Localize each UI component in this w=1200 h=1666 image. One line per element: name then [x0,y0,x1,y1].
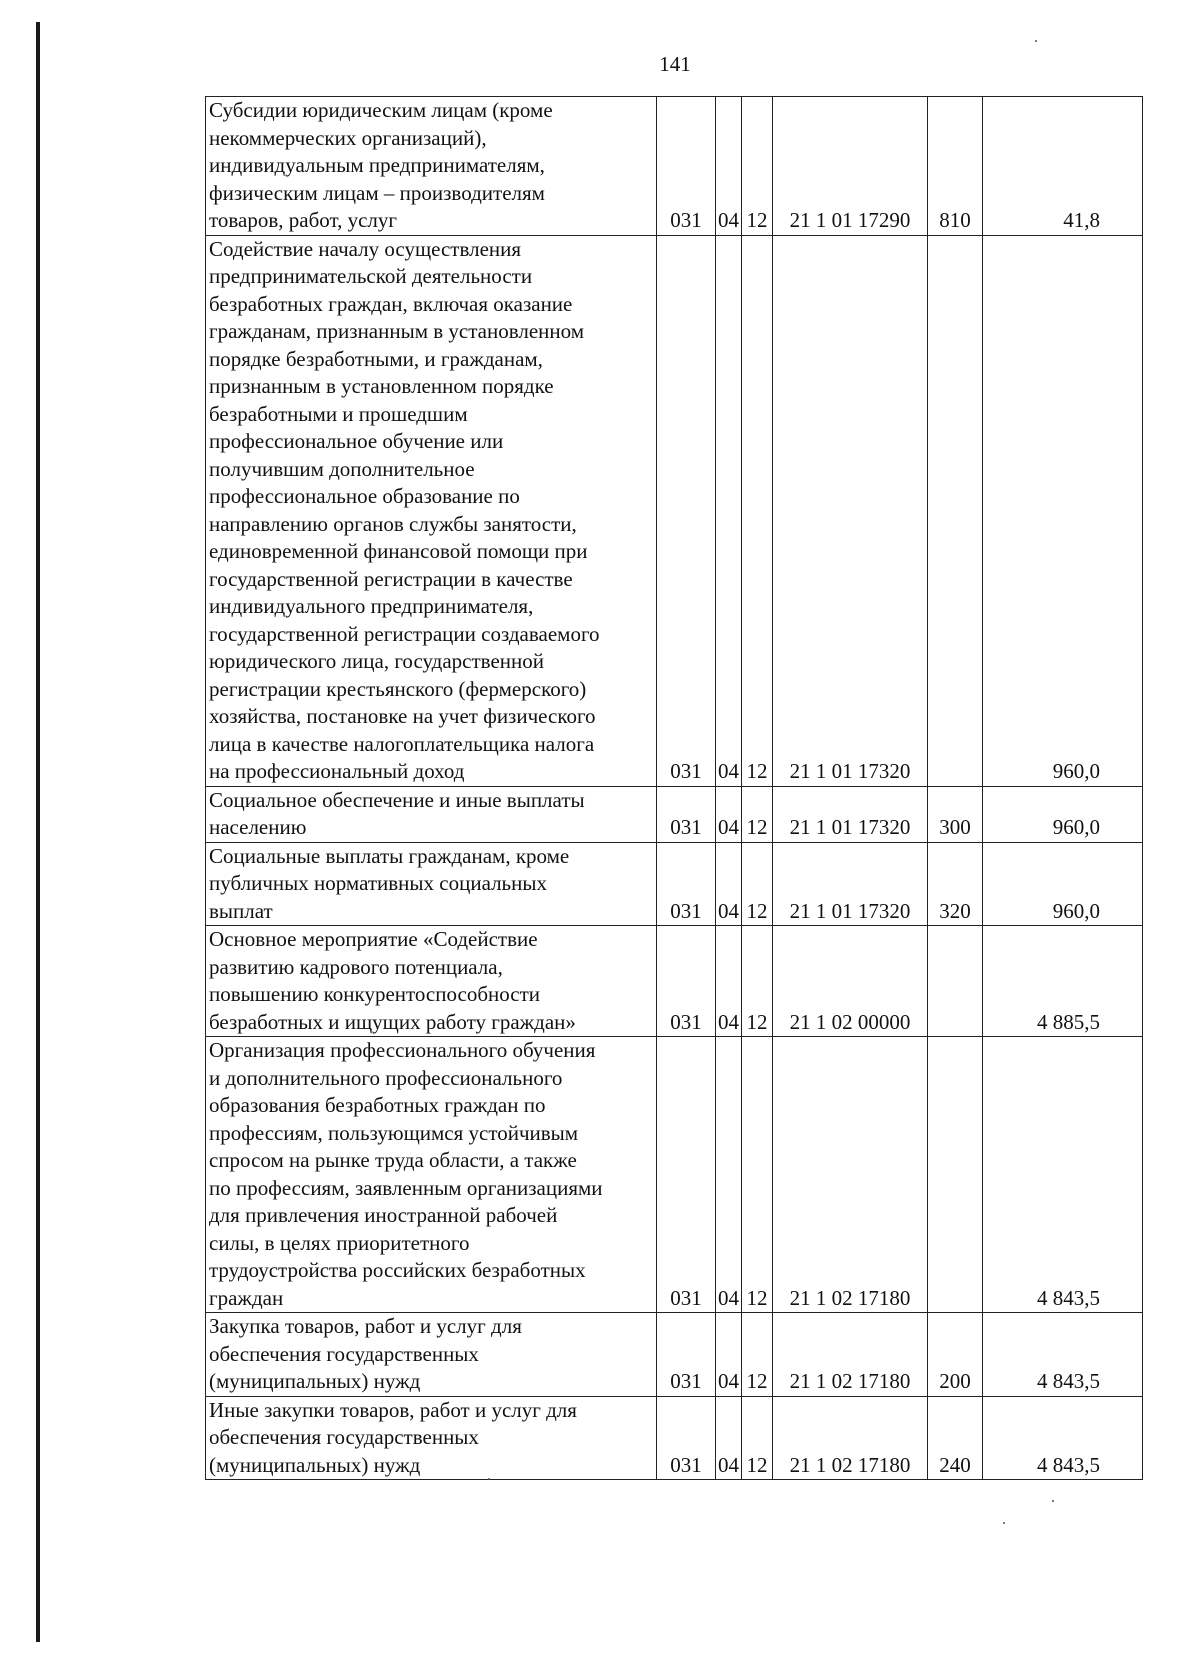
expense-type-code [928,842,983,926]
amount-value-text: 960,0 [1052,815,1100,839]
subsection-code [742,1037,773,1313]
section-code [716,235,742,786]
target-article-code [773,842,928,926]
section-code-text: 04 [718,1452,739,1477]
section-code-text: 04 [718,759,739,783]
amount-value-text: 960,0 [1052,898,1100,923]
amount-value [983,97,1143,236]
page-number: 141 [659,52,691,76]
ministry-code [657,97,716,236]
expense-type-code [928,1037,983,1313]
expense-type-code [928,1396,983,1480]
row-description-text: Социальные выплаты гражданам, кроме публичных нормативных социальных выплат [209,843,570,923]
expense-type-code [928,786,983,842]
ministry-code [657,1396,716,1480]
ministry-code-text: 031 [670,759,702,783]
subsection-code-text: 12 [746,1369,768,1393]
scan-speck [488,1478,490,1480]
row-description-text: Основное мероприятие «Содействие развитию кадрового потенциала, повышению конкурентоспособности безработных и ищущих работу граждан» [209,927,576,1034]
row-description-text: Содействие началу осуществления предпринимательской деятельности безработных граждан, включая оказание гражданам, признанным в установленном порядке безработными, и гражданам, признанным в установленном порядке безработными и прошедшим профессиональное обучение или получившим дополнительное профессиональное образование по направлению органов службы занятости, единовременной финансовой помощи при государственной регистрации в качестве индивидуального предпринимателя, государственной регистрации создаваемого юридического лица, государственной регистрации крестьянского (фермерского) хозяйства, постановке на учет физического лица в качестве налогоплательщика налога на профессиональный доход [209,236,600,783]
ministry-code [657,1037,716,1313]
ministry-code-text: 031 [670,208,702,232]
subsection-code-text: 12 [746,759,768,783]
row-description [206,926,657,1037]
section-code-text: 04 [718,1369,739,1393]
ministry-code-text: 031 [670,815,702,839]
section-code [716,1313,742,1397]
expense-type-code [928,1313,983,1397]
expense-type-code [928,926,983,1037]
table-row [206,842,1143,926]
row-description-text: Организация профессионального обучения и дополнительного профессионального образования безработных граждан по профессиям, пользующимся устойчивым спросом на рынке труда области, а также по профессиям, заявленным организациями для привлечения иностранной рабочей силы, в целях приоритетного трудоустройства российских безработных граждан [209,1038,603,1310]
expense-type-code-text: 240 [939,1452,971,1477]
section-code-text: 04 [718,208,739,232]
table-row [206,97,1143,236]
binding-edge-line [36,22,40,1642]
ministry-code [657,1313,716,1397]
subsection-code [742,842,773,926]
subsection-code [742,926,773,1037]
row-description [206,235,657,786]
section-code [716,926,742,1037]
row-description [206,1037,657,1313]
target-article-code-text: 21 1 01 17290 [789,208,911,232]
row-description [206,1396,657,1480]
budget-table [205,96,1143,1480]
amount-value-text: 4 843,5 [1037,1369,1100,1393]
section-code [716,1037,742,1313]
subsection-code [742,97,773,236]
subsection-code-text: 12 [746,898,768,923]
table-row [206,786,1143,842]
subsection-code-text: 12 [746,1452,768,1477]
target-article-code [773,786,928,842]
target-article-code-text: 21 1 02 17180 [789,1452,911,1477]
ministry-code [657,926,716,1037]
row-description [206,786,657,842]
expense-type-code-text: 810 [939,208,971,232]
target-article-code-text: 21 1 01 17320 [789,898,911,923]
ministry-code [657,842,716,926]
amount-value [983,926,1143,1037]
ministry-code-text: 031 [670,1285,702,1310]
section-code [716,97,742,236]
budget-table-body [206,97,1143,1480]
scan-speck [1052,1500,1054,1502]
expense-type-code-text: 200 [939,1369,971,1393]
ministry-code [657,786,716,842]
target-article-code-text: 21 1 02 17180 [789,1285,911,1310]
section-code-text: 04 [718,898,739,923]
scan-speck [1003,1522,1005,1524]
subsection-code-text: 12 [746,1285,768,1310]
amount-value-text: 960,0 [1052,759,1100,783]
target-article-code-text: 21 1 01 17320 [789,759,911,783]
subsection-code-text: 12 [746,1009,768,1034]
row-description [206,1313,657,1397]
expense-type-code [928,235,983,786]
amount-value [983,1396,1143,1480]
row-description-text: Закупка товаров, работ и услуг для обеспечения государственных (муниципальных) нужд [209,1314,522,1393]
section-code-text: 04 [718,815,739,839]
ministry-code-text: 031 [670,1369,702,1393]
target-article-code [773,1396,928,1480]
amount-value [983,842,1143,926]
section-code-text: 04 [718,1009,739,1034]
section-code [716,786,742,842]
target-article-code-text: 21 1 02 00000 [789,1009,911,1034]
target-article-code-text: 21 1 01 17320 [789,815,911,839]
amount-value [983,1313,1143,1397]
subsection-code [742,1396,773,1480]
target-article-code [773,926,928,1037]
target-article-code-text: 21 1 02 17180 [789,1369,911,1393]
expense-type-code-text: 320 [939,898,971,923]
section-code [716,842,742,926]
amount-value [983,1037,1143,1313]
table-row [206,235,1143,786]
row-description-text: Социальное обеспечение и иные выплаты населению [209,787,585,839]
ministry-code-text: 031 [670,898,702,923]
amount-value-text: 4 843,5 [1037,1452,1100,1477]
ministry-code [657,235,716,786]
table-row [206,926,1143,1037]
row-description-text: Иные закупки товаров, работ и услуг для обеспечения государственных (муниципальных) нужд [209,1397,577,1477]
subsection-code [742,1313,773,1397]
target-article-code [773,1037,928,1313]
ministry-code-text: 031 [670,1452,702,1477]
row-description [206,97,657,236]
section-code-text: 04 [718,1285,739,1310]
expense-type-code [928,97,983,236]
section-code [716,1396,742,1480]
subsection-code [742,786,773,842]
amount-value [983,786,1143,842]
expense-type-code-text: 300 [939,815,971,839]
subsection-code-text: 12 [746,815,768,839]
row-description-text: Субсидии юридическим лицам (кроме некоммерческих организаций), индивидуальным предпринимателям, физическим лицам – производителям товаров, работ, услуг [209,98,553,232]
amount-value-text: 4 885,5 [1037,1009,1100,1034]
subsection-code [742,235,773,786]
amount-value [983,235,1143,786]
table-row [206,1396,1143,1480]
target-article-code [773,97,928,236]
target-article-code [773,1313,928,1397]
target-article-code [773,235,928,786]
amount-value-text: 41,8 [1063,208,1100,232]
amount-value-text: 4 843,5 [1037,1285,1100,1310]
ministry-code-text: 031 [670,1009,702,1034]
row-description [206,842,657,926]
table-row [206,1313,1143,1397]
scan-speck [1035,40,1037,42]
subsection-code-text: 12 [746,208,768,232]
table-row [206,1037,1143,1313]
